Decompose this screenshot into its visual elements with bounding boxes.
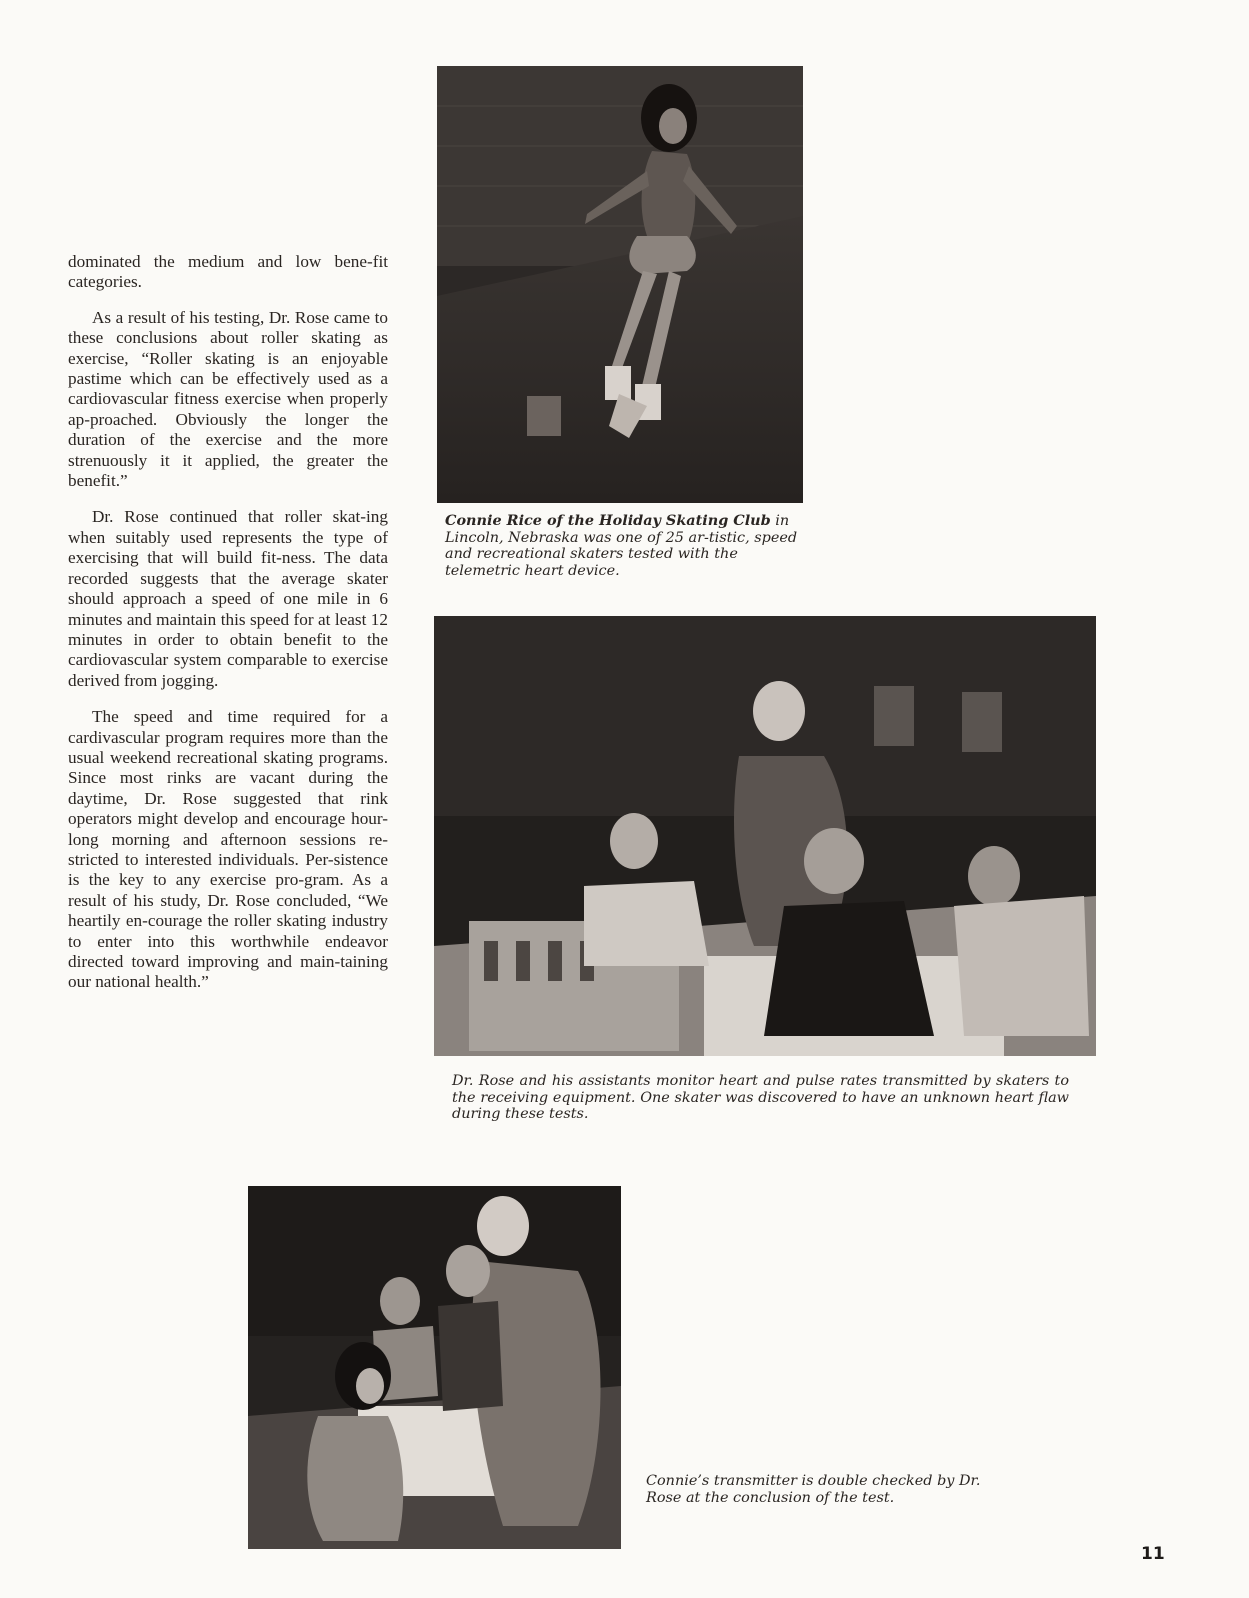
article-paragraph-1: dominated the medium and low bene-fit categories. bbox=[68, 252, 388, 292]
article-paragraph-4: The speed and time required for a cardivascular program requires more than the usual weekend recreational skating programs. Since most rinks are vacant during the daytime, Dr. Rose suggested that rink operators might develop and encourage hour-long morning and afternoon sessions re-stricted to interested individuals. Per-sistence is the key to any exercise pro-gram. As a result of his study, Dr. Rose concluded, “We heartily en-courage the roller skating industry to enter into this worthwhile endeavor directed toward improving and main-taining our national health.” bbox=[68, 707, 388, 992]
monitor-photo bbox=[434, 616, 1096, 1056]
page-number: 11 bbox=[1141, 1544, 1165, 1564]
skater-photo bbox=[437, 66, 803, 503]
article-paragraph-3: Dr. Rose continued that roller skat-ing when suitably used represents the type of exercising that will build fit-ness. The data recorded suggests that the average skater should approach a speed of one mile in 6 minutes and maintain this speed for at least 12 minutes in order to obtain benefit to the cardiovascular system comparable to exercise derived from jogging. bbox=[68, 507, 388, 690]
skater-caption-lead: Connie Rice of the Holiday Skating Club bbox=[445, 512, 771, 529]
skater-caption bbox=[445, 513, 805, 579]
article-column bbox=[68, 252, 388, 1009]
monitor-caption: Dr. Rose and his assistants monitor heart and pulse rates transmitted by skaters to the receiving equipment. One skater was discovered to have an unknown heart flaw during these tests. bbox=[452, 1073, 1069, 1123]
article-paragraph-2: As a result of his testing, Dr. Rose came to these conclusions about roller skating as exercise, “Roller skating is an enjoyable pastime which can be effectively used as a cardiovascular fitness exercise when properly ap-proached. Obviously the longer the duration of the exercise and the more strenuously it it applied, the greater the benefit.” bbox=[68, 307, 388, 491]
transmitter-photo bbox=[248, 1186, 621, 1549]
skater-caption-text: in Lincoln, Nebraska was one of 25 ar-tistic, speed and recreational skaters tested with the telemetric heart device. bbox=[445, 513, 798, 579]
transmitter-caption: Connie’s transmitter is double checked by Dr. Rose at the conclusion of the test. bbox=[646, 1473, 981, 1506]
